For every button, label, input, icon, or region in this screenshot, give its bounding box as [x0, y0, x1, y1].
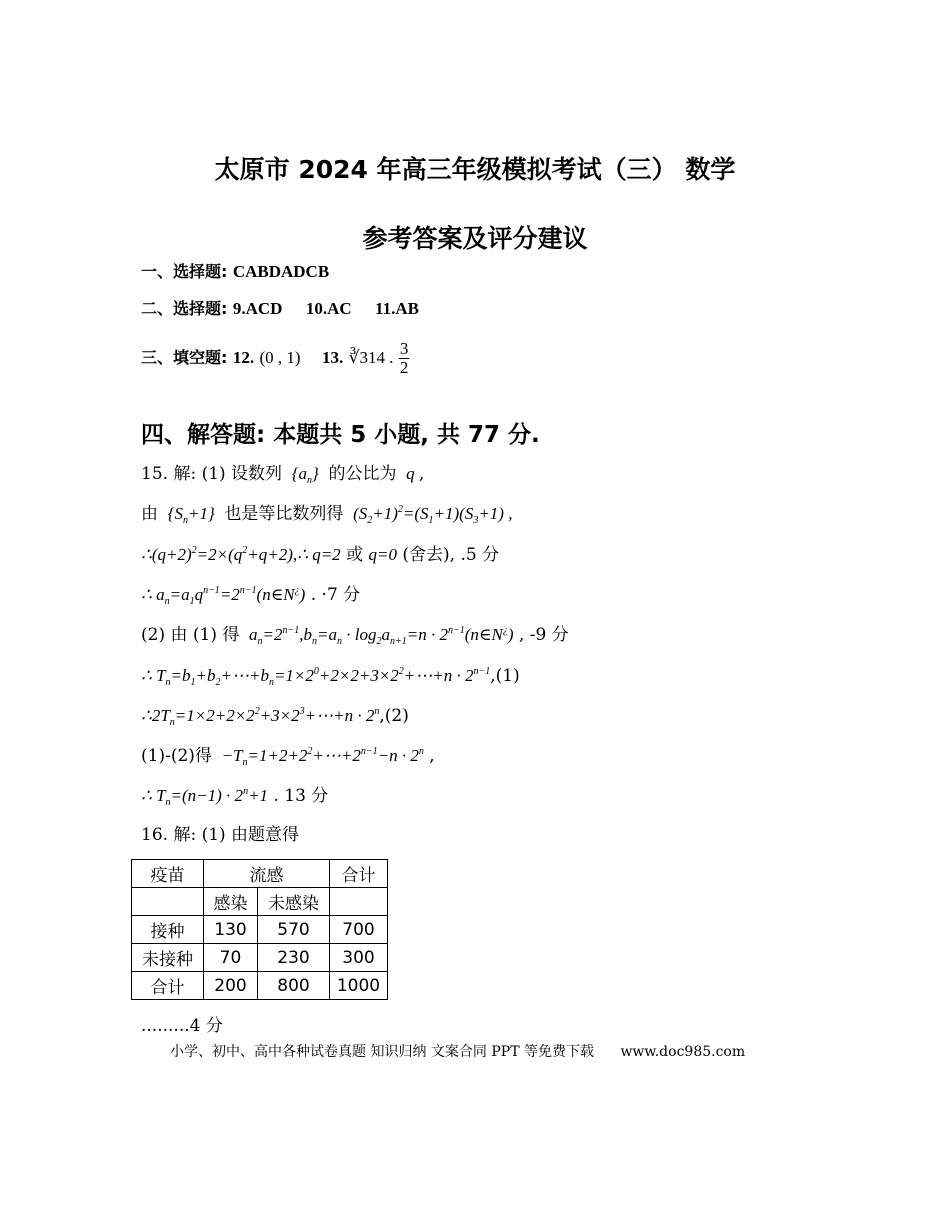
- header-infected: 感染: [204, 888, 258, 916]
- q15-line-4: ∴ $a_n=a_1q^{n-1}=2^{n-1}(n\in N^¿)$ . ·7 分: [141, 585, 361, 607]
- q15-l2-b: 也是等比数列得: [224, 504, 344, 524]
- cell-infected: 200: [204, 972, 258, 1000]
- header-total: 合计: [330, 860, 388, 888]
- row-label: 未接种: [132, 944, 204, 972]
- q15-l3-tail: (舍去), .5 分: [402, 545, 500, 565]
- q15-line-8: (1)-(2)得 $-T_n=1+2+2^2+\cdots+2^{n-1}-n \cdot 2^n$ ,: [141, 746, 435, 768]
- header-empty-2: [330, 888, 388, 916]
- q15-line-1: 15. 解: (1) 设数列 $\{a_n\}$ 的公比为 q ,: [141, 464, 425, 486]
- q15-l1-end: ,: [418, 464, 425, 484]
- cell-infected: 70: [204, 944, 258, 972]
- q15-line-2: 由 $\{S_n+1\}$ 也是等比数列得 $(S_2+1)^2=(S_1+1)(S_3+1)$ ,: [141, 504, 513, 526]
- q15-ratio-text: 的公比为: [328, 464, 397, 484]
- part3-line: [141, 340, 409, 377]
- cell-not-infected: 570: [258, 916, 330, 944]
- q12-label: 12.: [232, 348, 255, 367]
- answer-9: 9.ACD: [232, 299, 283, 318]
- q15-eq1-tag: ,(1): [490, 666, 520, 686]
- answer-13: ∛3: [348, 348, 368, 367]
- cell-total: 1000: [330, 972, 388, 1000]
- q16-intro: 16. 解: (1) 由题意得: [141, 825, 300, 845]
- q15-eq2-tag: ,(2): [379, 706, 409, 726]
- answer-14-denominator: 2: [399, 358, 409, 377]
- q13-label: 13.: [321, 348, 344, 367]
- q15-line-9: ∴ $T_n=(n-1) \cdot 2^n+1$ . 13 分: [141, 786, 329, 808]
- page-subtitle: 参考答案及评分建议: [362, 224, 588, 253]
- answer-12: (0 , 1): [259, 348, 301, 367]
- q15-line-3: $\therefore(q+2)^2=2\times(q^2+q+2),\therefore$ q=2 或 q=0 (舍去), .5 分: [141, 545, 500, 565]
- answer-10: 10.AC: [305, 299, 352, 318]
- q16-score: .........4 分: [141, 1016, 223, 1036]
- vaccine-flu-table: [131, 859, 388, 1000]
- part1-label: 一、选择题:: [141, 262, 228, 281]
- footer-text: 小学、初中、高中各种试卷真题 知识归纳 文案合同 PPT 等免费下载: [170, 1044, 594, 1060]
- cell-total: 300: [330, 944, 388, 972]
- q15-l5-tail: , -9 分: [518, 625, 569, 645]
- answer-14-fraction: [399, 340, 410, 377]
- cell-infected: 130: [204, 916, 258, 944]
- header-flu: 流感: [204, 860, 330, 888]
- answer-14-numerator: 3: [399, 339, 409, 358]
- header-not-infected: 未感染: [258, 888, 330, 916]
- q15-l8-tail: ,: [429, 746, 435, 766]
- table-row: [132, 944, 388, 972]
- q15-line-6: ∴ $T_n=b_1+b_2+\cdots+b_n=1\times 2^0+2\times 2+3\times 2^2+\cdots+n \cdot 2^{n-1},(1)$: [141, 666, 520, 688]
- cell-not-infected: 800: [258, 972, 330, 1000]
- answer-11: 11.AB: [375, 299, 419, 318]
- row-label: 合计: [132, 972, 204, 1000]
- page-title: 太原市 2024 年高三年级模拟考试（三） 数学: [214, 155, 736, 184]
- q15-or: 或: [346, 545, 364, 565]
- part2-line: [141, 298, 419, 320]
- q15-l2-a: 由: [141, 504, 158, 524]
- table-row: [132, 972, 388, 1000]
- q15-line-7: $\therefore 2T_n=1\times 2+2\times 2^2+3\times 2^3+\cdots+n \cdot 2^n,(2)$: [141, 706, 409, 728]
- row-label: 接种: [132, 916, 204, 944]
- table-row: [132, 916, 388, 944]
- cell-total: 700: [330, 916, 388, 944]
- footer-url[interactable]: www.doc985.com: [620, 1044, 746, 1060]
- header-vaccine: 疫苗: [132, 860, 204, 888]
- part1-answer: CABDADCB: [232, 262, 330, 281]
- cell-not-infected: 230: [258, 944, 330, 972]
- header-empty: [132, 888, 204, 916]
- part1-line: [141, 261, 329, 283]
- part2-label: 二、选择题:: [141, 299, 228, 318]
- part4-heading: 四、解答题: 本题共 5 小题, 共 77 分.: [141, 422, 540, 448]
- q15-l4-tail: . ·7 分: [310, 585, 361, 605]
- q15-subtract: (1)-(2)得: [141, 746, 212, 766]
- q15-l9-tail: . 13 分: [273, 786, 329, 806]
- footer: [170, 1041, 745, 1061]
- q14-label: 14 .: [367, 348, 394, 367]
- part3-label: 三、填空题:: [141, 348, 228, 367]
- q15-line-5: (2) 由 (1) 得 $a_n=2^{n-1},b_n=a_n \cdot \log_2a_{n+1}=n$ · $2^{n-1}(n\in N^¿)$ , -9 分: [141, 625, 569, 647]
- q15-part2-intro: (2) 由 (1) 得: [141, 625, 240, 645]
- q15-intro: 15. 解: (1) 设数列: [141, 464, 283, 484]
